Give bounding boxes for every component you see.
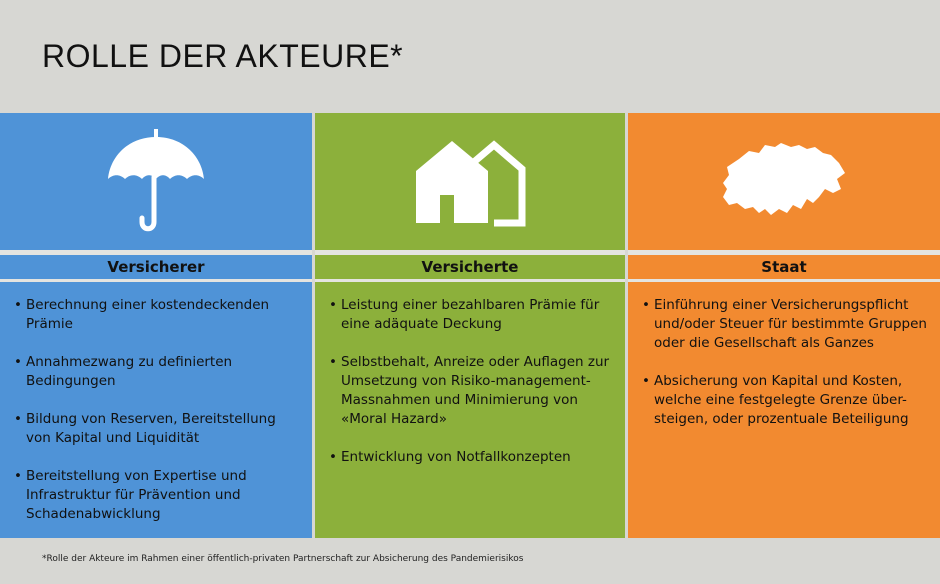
list-item: • Bildung von Reserven, Bereitstellung von Kapital und Liquidität (14, 410, 302, 448)
icon-area-versicherer (0, 113, 312, 250)
list-item: • Leistung einer bezahlbaren Prämie für eine adäquate Deckung (329, 296, 615, 334)
list-item: • Annahmezwang zu definierten Bedingungen (14, 353, 302, 391)
icon-area-versicherte (315, 113, 625, 250)
list-item: • Entwicklung von Notfallkonzepten (329, 448, 615, 467)
page-title: ROLLE DER AKTEURE* (42, 38, 404, 74)
switzerland-map-icon (719, 139, 849, 225)
column-header: Versicherte (315, 255, 625, 279)
column-versicherte (315, 113, 625, 538)
list-item: • Einführung einer Versicherungspflicht und/oder Steuer für bestimmte Gruppen oder die Gesellschaft als Ganzes (642, 296, 930, 353)
column-body (628, 282, 940, 538)
list-item: • Selbstbehalt, Anreize oder Auflagen zur Umsetzung von Risiko-management-Massnahmen und Minimierung von «Moral Hazard» (329, 353, 615, 429)
actors-columns (0, 113, 940, 538)
list-item: • Berechnung einer kostendeckenden Prämie (14, 296, 302, 334)
column-versicherer (0, 113, 312, 538)
column-body (315, 282, 625, 538)
column-header: Staat (628, 255, 940, 279)
column-body (0, 282, 312, 538)
list-item: • Bereitstellung von Expertise und Infrastruktur für Prävention und Schadenabwicklung (14, 467, 302, 524)
column-staat (628, 113, 940, 538)
umbrella-icon (106, 127, 206, 237)
icon-area-staat (628, 113, 940, 250)
column-header: Versicherer (0, 255, 312, 279)
houses-icon (412, 137, 528, 227)
footnote: *Rolle der Akteure im Rahmen einer öffentlich-privaten Partnerschaft zur Absicherung des Pandemierisikos (42, 554, 524, 564)
list-item: • Absicherung von Kapital und Kosten, welche eine festgelegte Grenze über-steigen, oder prozentuale Beteiligung (642, 372, 930, 429)
